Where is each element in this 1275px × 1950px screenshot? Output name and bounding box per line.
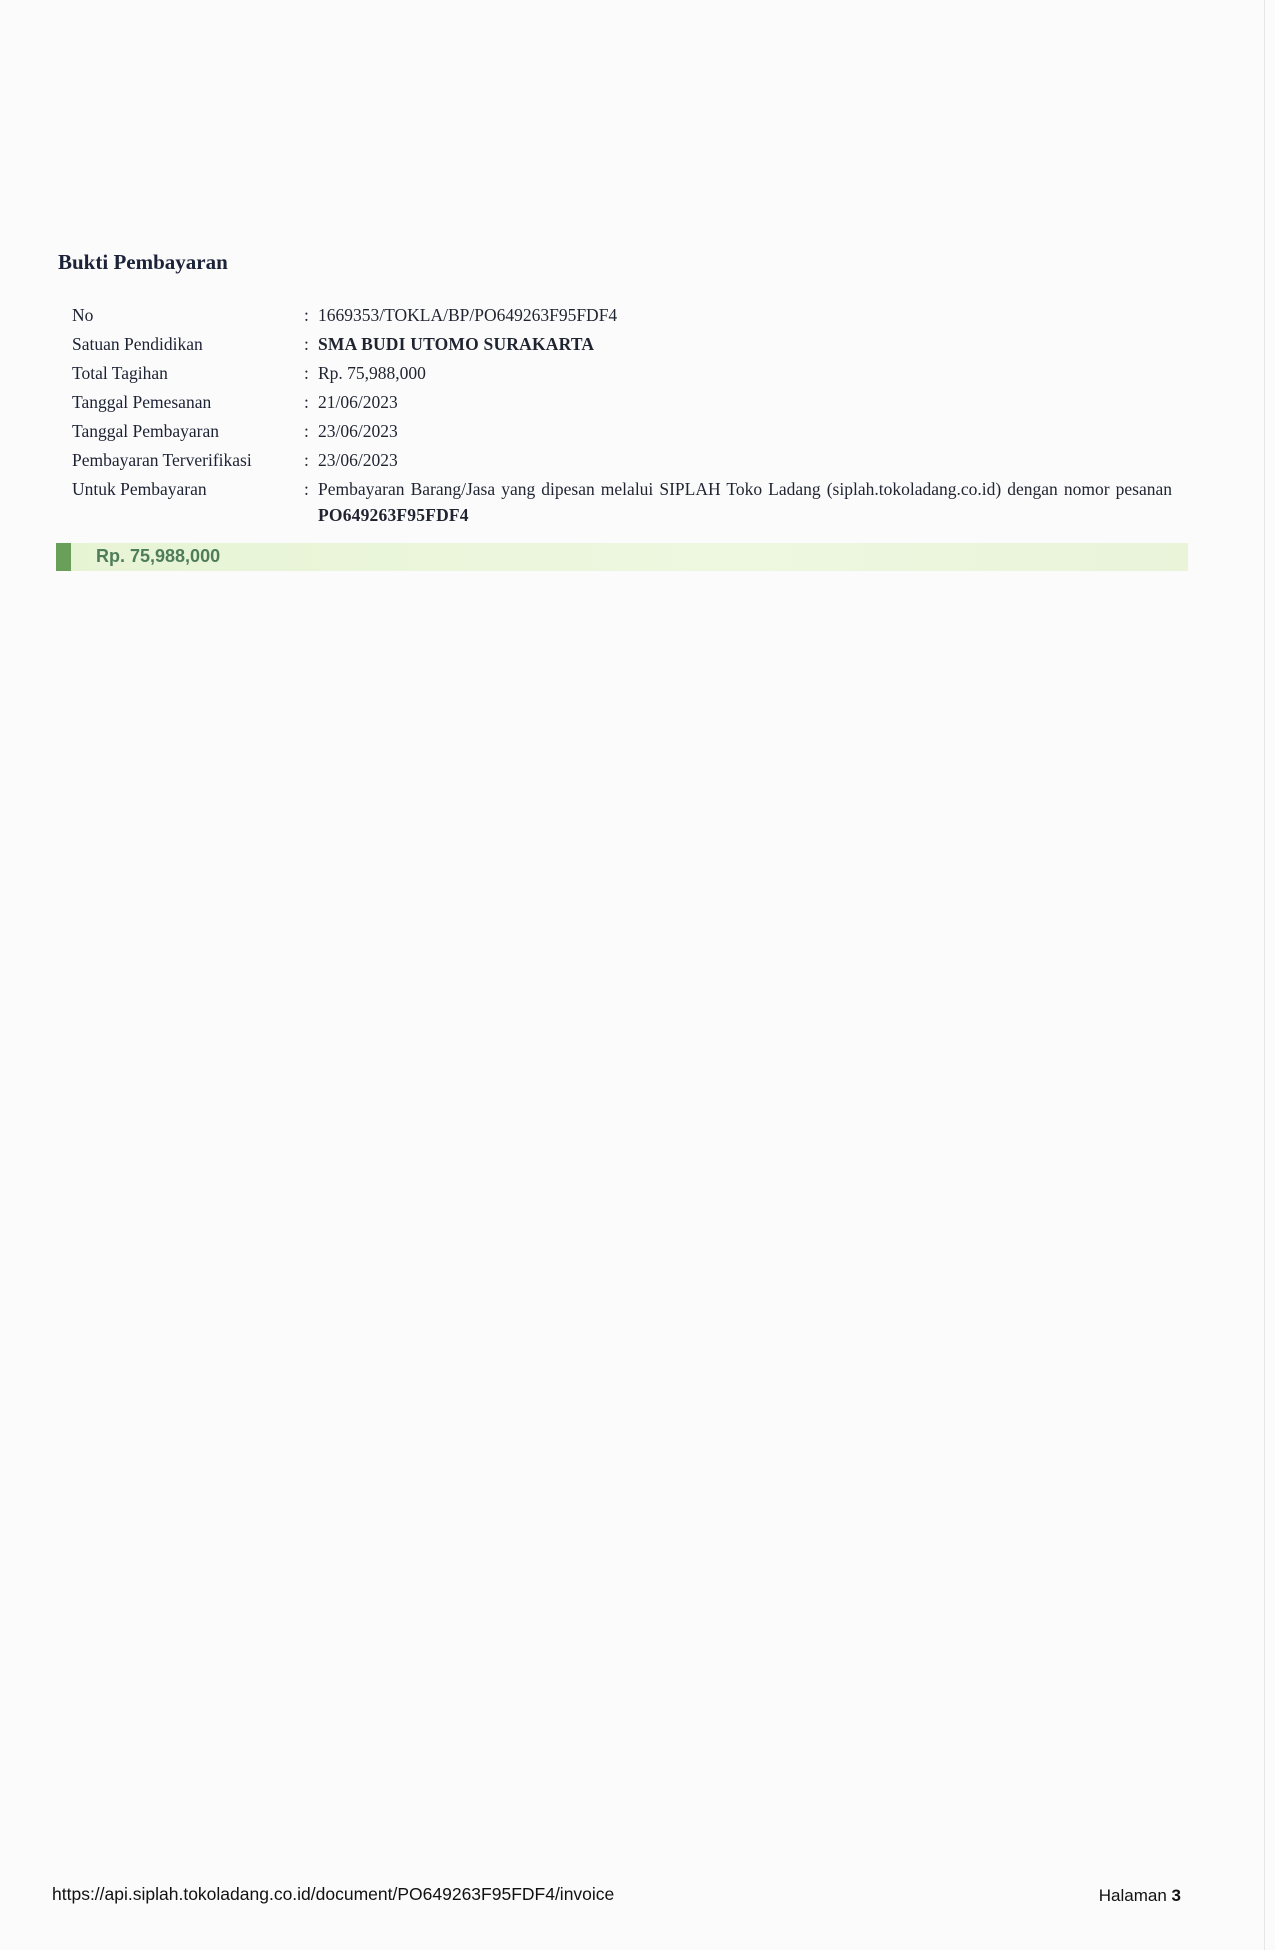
total-amount-bar	[56, 543, 1188, 571]
field-separator: :	[304, 450, 309, 470]
field-label: No	[72, 305, 94, 325]
field-row-total	[72, 358, 1172, 387]
field-value-payment-date: 23/06/2023	[318, 421, 398, 441]
page-number: 3	[1171, 1886, 1181, 1905]
field-row-verified-date	[72, 445, 1172, 474]
field-value-no: 1669353/TOKLA/BP/PO649263F95FDF4	[318, 305, 618, 325]
total-amount: Rp. 75,988,000	[96, 546, 221, 566]
field-value-verified-date: 23/06/2023	[318, 450, 398, 470]
field-separator: :	[304, 334, 309, 354]
field-row-school	[72, 329, 1172, 358]
page-label: Halaman	[1098, 1886, 1167, 1905]
field-label: Total Tagihan	[72, 363, 168, 383]
field-value-purpose	[318, 474, 1172, 529]
field-label: Pembayaran Terverifikasi	[72, 450, 252, 470]
order-number: PO649263F95FDF4	[318, 505, 469, 525]
field-label: Tanggal Pembayaran	[72, 421, 219, 441]
field-separator: :	[304, 479, 309, 499]
footer-url: https://api.siplah.tokoladang.co.id/document/PO649263F95FDF4/invoice	[52, 1884, 615, 1904]
field-separator: :	[304, 305, 309, 325]
field-label: Satuan Pendidikan	[72, 334, 203, 354]
field-separator: :	[304, 363, 309, 383]
field-label: Tanggal Pemesanan	[72, 392, 212, 412]
field-row-purpose	[72, 474, 1172, 529]
payment-details-table	[72, 300, 1172, 529]
field-row-order-date	[72, 387, 1172, 416]
field-value-order-date: 21/06/2023	[318, 392, 398, 412]
school-name: SMA BUDI UTOMO SURAKARTA	[318, 334, 595, 354]
field-value-total: Rp. 75,988,000	[318, 363, 426, 383]
field-separator: :	[304, 421, 309, 441]
field-row-payment-date	[72, 416, 1172, 445]
field-separator: :	[304, 392, 309, 412]
field-label: Untuk Pembayaran	[72, 479, 207, 499]
purpose-text: Pembayaran Barang/Jasa yang dipesan melalui SIPLAH Toko Ladang (siplah.tokoladang.co.id) dengan nomor pesanan	[318, 479, 1172, 499]
total-bar-accent	[56, 543, 71, 571]
page-indicator	[1099, 1886, 1181, 1906]
document-heading: Bukti Pembayaran	[58, 250, 228, 274]
scan-edge-line	[1264, 0, 1265, 1950]
field-value-school	[318, 329, 1172, 358]
field-row-no	[72, 300, 1172, 329]
